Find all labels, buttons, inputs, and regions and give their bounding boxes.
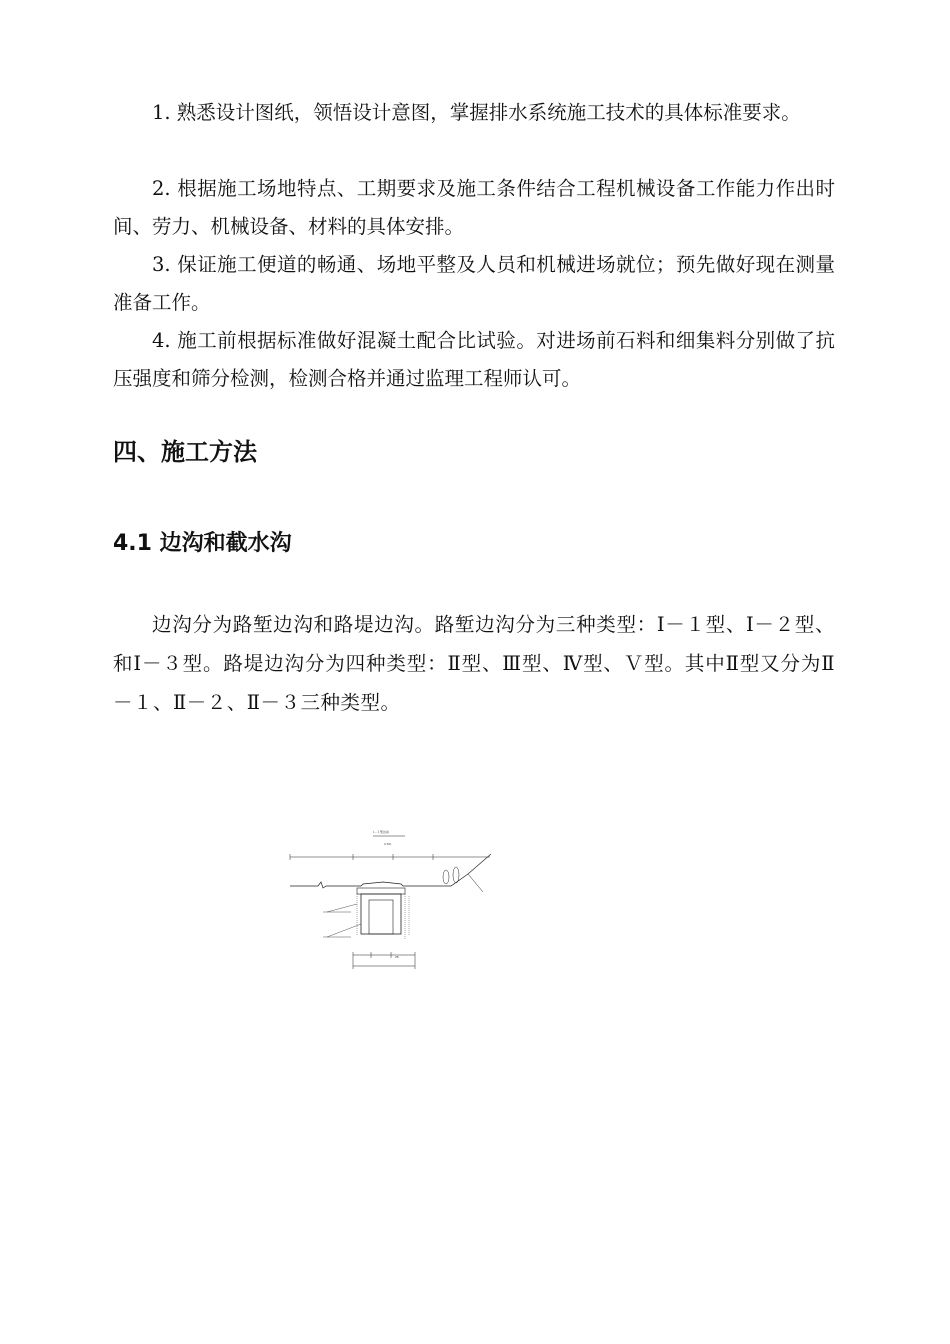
list-item-3: 3. 保证施工便道的畅通、场地平整及人员和机械进场就位；预先做好现在测量准备工作。 [113, 253, 835, 314]
ground-line-right [353, 854, 491, 886]
subsection-body: 边沟分为路堑边沟和路堤边沟。路堑边沟分为三种类型：Ⅰ－１型、Ⅰ－２型、和Ⅰ－３型。路堤边沟分为四种类型：Ⅱ型、Ⅲ型、Ⅳ型、Ｖ型。其中Ⅱ型又分为Ⅱ－１、Ⅱ－２、Ⅱ－３三种类型。 [113, 613, 835, 714]
tree-icon [453, 867, 459, 883]
tree-icon [443, 870, 449, 884]
slope-leader [468, 874, 483, 892]
ditch-channel [369, 900, 393, 934]
figure-scale: 1:50 [384, 842, 391, 846]
list-item-2: 2. 根据施工场地特点、工期要求及施工条件结合工程机械设备工作能力作出时间、劳力、机械设备、材料的具体安排。 [113, 177, 835, 238]
leader-line-2 [327, 924, 361, 937]
subsection-title: 4.1 边沟和截水沟 [113, 531, 292, 556]
list-item-4: 4. 施工前根据标准做好混凝土配合比试验。对进场前石料和细集料分别做了抗压强度和筛分检测，检测合格并通过监理工程师认可。 [113, 329, 835, 390]
cover-slab [357, 888, 405, 894]
ditch-cross-section-figure [283, 824, 518, 974]
figure-title: Ⅰ－１型边沟 [373, 830, 389, 834]
leader-line-1 [327, 904, 357, 912]
section-title: 四、施工方法 [113, 438, 257, 466]
dimension-label: 25 [395, 955, 399, 959]
list-item-1: 1. 熟悉设计图纸，领悟设计意图，掌握排水系统施工技术的具体标准要求。 [152, 101, 801, 124]
ditch-drawing [283, 824, 518, 974]
ground-line-left [290, 882, 353, 888]
